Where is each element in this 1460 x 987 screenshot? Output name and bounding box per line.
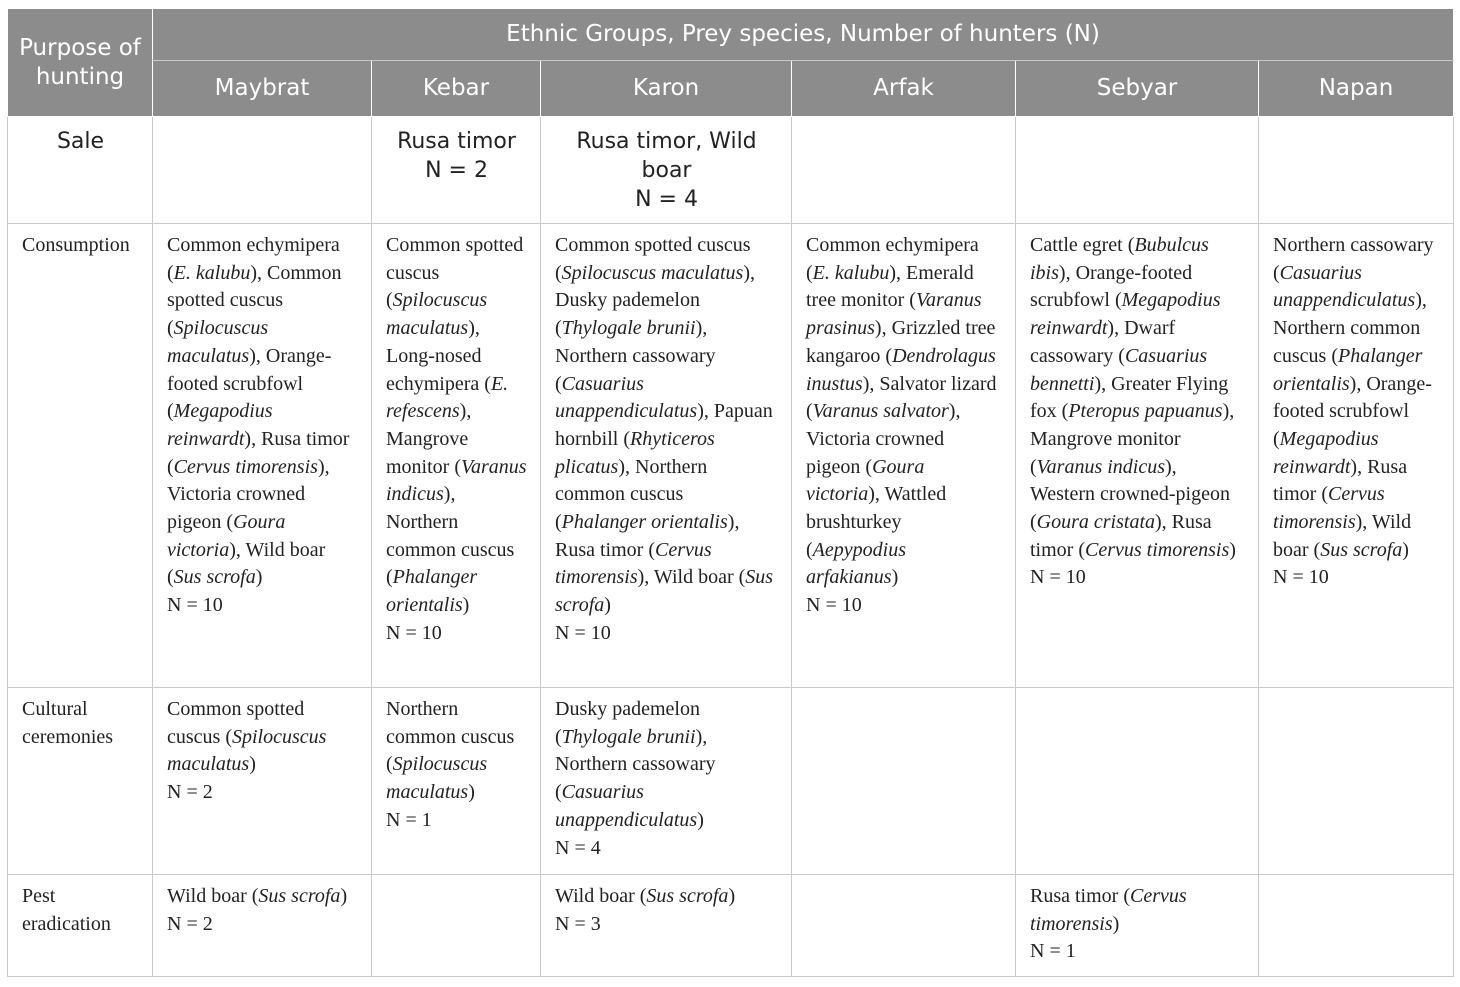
common-name-text: ), Salvator lizard ( [806, 372, 997, 423]
hunter-count: N = 1 [1030, 940, 1076, 963]
prey-species-text [555, 234, 773, 616]
scientific-name: Sus scrofa [258, 885, 341, 907]
prey-species-text [167, 234, 349, 588]
common-name-text: ), Grizzled tree kangaroo ( [806, 317, 996, 367]
hunter-count: N = 10 [167, 594, 223, 617]
hunter-count: N = 2 [425, 158, 488, 183]
common-name-text: ), Victoria crowned pigeon ( [167, 455, 330, 534]
common-name-text: ), Mangrove monitor ( [386, 400, 472, 478]
common-name-text: Cattle egret ( [1030, 234, 1135, 256]
header-col-kebar: Kebar [372, 61, 541, 117]
hunter-count: N = 10 [386, 621, 442, 644]
scientific-name: E. kalubu [812, 261, 890, 284]
scientific-name: Spilocuscus maculatus [386, 289, 488, 340]
scientific-name: E. refescens [386, 372, 509, 423]
table-cell [1259, 688, 1454, 875]
common-name-text: Common echymipera ( [167, 234, 340, 284]
header-ethnic-groups: Ethnic Groups, Prey species, Number of hunters (N) [153, 9, 1454, 61]
table-cell [1016, 117, 1259, 224]
hunting-table-container [7, 8, 1453, 977]
table-row [8, 875, 1454, 977]
common-name-text: ), Orange-footed scrubfowl ( [167, 344, 332, 423]
common-name-text: ) [255, 566, 263, 589]
scientific-name: Casuarius unappendiculatus [555, 781, 698, 831]
table-cell [541, 117, 792, 224]
row-purpose-label: Cultural ceremonies [8, 688, 153, 875]
common-name-text: Common spotted cuscus ( [555, 234, 751, 284]
scientific-name: Varanus prasinus [806, 289, 982, 340]
prey-species-text [397, 129, 516, 154]
scientific-name: Megapodius reinwardt [1273, 427, 1379, 478]
common-name-text: ), Orange-footed scrubfowl ( [1030, 261, 1193, 312]
common-name-text: ), Dusky pademelon ( [555, 261, 755, 340]
prey-species-text [167, 698, 326, 775]
header-row-columns [8, 61, 1454, 117]
table-cell [1259, 117, 1454, 224]
table-cell [372, 117, 541, 224]
table-cell [153, 875, 372, 977]
scientific-name: Cervus timorensis [555, 538, 712, 589]
common-name-text: ) [891, 566, 899, 589]
hunter-count: N = 10 [1030, 566, 1086, 589]
hunting-purpose-table [7, 8, 1454, 977]
header-col-arfak: Arfak [792, 61, 1016, 117]
header-col-napan: Napan [1259, 61, 1454, 117]
hunter-count: N = 3 [555, 912, 601, 935]
table-cell [792, 117, 1016, 224]
hunter-count: N = 10 [806, 594, 862, 617]
scientific-name: Varanus indicus [1036, 455, 1166, 478]
hunter-count: N = 10 [555, 621, 611, 644]
hunter-count: N = 1 [386, 808, 432, 831]
common-name-text: Rusa timor ( [1030, 885, 1130, 907]
common-name-text: Dusky pademelon ( [555, 698, 700, 748]
scientific-name: Spilocuscus maculatus [167, 317, 269, 367]
scientific-name: Thylogale brunii [561, 725, 696, 748]
scientific-name: Megapodius reinwardt [167, 400, 273, 450]
header-purpose: Purpose of hunting [8, 9, 153, 117]
common-name-text: Rusa timor, Wild boar [576, 129, 757, 183]
table-cell [372, 875, 541, 977]
scientific-name: Goura victoria [167, 511, 286, 561]
common-name-text: ), Northern cassowary ( [555, 317, 716, 395]
common-name-text: ) [340, 885, 348, 907]
table-cell [153, 224, 372, 688]
common-name-text: ) [468, 781, 475, 804]
scientific-name: Cervus timorensis [1273, 483, 1385, 534]
common-name-text: ), Dwarf cassowary ( [1030, 317, 1176, 367]
table-cell [1016, 875, 1259, 977]
hunter-count: N = 4 [635, 187, 698, 212]
table-cell [541, 688, 792, 875]
common-name-text: Wild boar ( [167, 885, 259, 907]
common-name-text: ), Rusa timor ( [1273, 455, 1408, 506]
common-name-text: ), Northern common cuscus ( [1273, 289, 1427, 367]
common-name-text: Wild boar ( [555, 885, 647, 907]
common-name-text: ), Rusa timor ( [555, 511, 740, 561]
prey-species-text [167, 885, 347, 907]
scientific-name: Spilocuscus maculatus [561, 261, 744, 284]
prey-species-text [555, 885, 735, 907]
prey-species-text [386, 698, 514, 803]
table-cell [153, 688, 372, 875]
table-cell [1016, 688, 1259, 875]
prey-species-text [1030, 885, 1187, 935]
common-name-text: ), Wild boar ( [167, 538, 326, 589]
scientific-name: Phalanger orientalis [1273, 344, 1423, 395]
common-name-text: ) [604, 594, 611, 617]
common-name-text: ), Northern common cuscus ( [386, 483, 515, 589]
table-cell [1259, 875, 1454, 977]
common-name-text: Common spotted cuscus ( [386, 234, 524, 312]
scientific-name: Cervus timorensis [1030, 885, 1187, 935]
common-name-text: ), Mangrove monitor ( [1030, 400, 1235, 478]
common-name-text: ), Western crowned-pigeon ( [1030, 455, 1230, 534]
scientific-name: Casuarius unappendiculatus [1273, 261, 1416, 312]
scientific-name: Varanus salvator [812, 400, 949, 423]
common-name-text: ) [249, 753, 256, 776]
table-cell [153, 117, 372, 224]
table-cell [1016, 224, 1259, 688]
scientific-name: Casuarius unappendiculatus [555, 372, 698, 423]
hunter-count: N = 4 [555, 836, 601, 859]
scientific-name: Megapodius reinwardt [1030, 289, 1221, 340]
common-name-text: Common spotted cuscus ( [167, 698, 305, 748]
scientific-name: E. kalubu [173, 261, 251, 284]
common-name-text: ), Emerald tree monitor ( [806, 261, 974, 312]
common-name-text: ), Rusa timor ( [1030, 511, 1212, 561]
common-name-text: ), Victoria crowned pigeon ( [806, 400, 961, 478]
table-row [8, 117, 1454, 224]
scientific-name: Cervus timorensis [173, 455, 318, 478]
prey-species-text [1030, 234, 1236, 561]
scientific-name: Varanus indicus [386, 455, 527, 506]
prey-species-text [386, 234, 527, 616]
common-name-text: ), Rusa timor ( [167, 427, 350, 478]
scientific-name: Goura victoria [806, 455, 925, 506]
table-cell [372, 688, 541, 875]
common-name-text: Northern cassowary ( [1273, 234, 1434, 284]
common-name-text: ) [462, 594, 470, 617]
common-name-text: ), Wild boar ( [1273, 511, 1412, 561]
common-name-text: ), Northern cassowary ( [555, 725, 716, 804]
scientific-name: Sus scrofa [173, 566, 256, 589]
table-cell [541, 224, 792, 688]
table-cell [792, 224, 1016, 688]
table-cell [1259, 224, 1454, 688]
common-name-text: ) [1229, 538, 1236, 561]
common-name-text: ), Wattled brushturkey ( [806, 483, 947, 561]
table-row [8, 224, 1454, 688]
common-name-text: ), Wild boar ( [637, 566, 746, 589]
common-name-text: ) [728, 885, 736, 907]
prey-species-text [555, 698, 716, 831]
common-name-text: Northern common cuscus ( [386, 698, 515, 776]
table-body [8, 117, 1454, 977]
header-col-sebyar: Sebyar [1016, 61, 1259, 117]
prey-species-text [1273, 234, 1434, 561]
common-name-text: ), Northern common cuscus ( [555, 455, 708, 534]
row-purpose-label: Pest eradication [8, 875, 153, 977]
table-cell [541, 875, 792, 977]
scientific-name: Sus scrofa [1320, 538, 1403, 561]
scientific-name: Sus scrofa [646, 885, 729, 907]
common-name-text: ), Greater Flying fox ( [1030, 372, 1229, 423]
header-col-maybrat: Maybrat [153, 61, 372, 117]
common-name-text: Common echymipera ( [806, 234, 979, 284]
prey-species-text [576, 129, 756, 183]
common-name-text: ), Common spotted cuscus ( [167, 261, 342, 340]
common-name-text: ), Orange-footed scrubfowl ( [1273, 372, 1432, 450]
scientific-name: Goura cristata [1036, 511, 1156, 534]
scientific-name: Spilocuscus maculatus [167, 725, 327, 776]
scientific-name: Dendrolagus inustus [806, 344, 996, 395]
row-purpose-label: Consumption [8, 224, 153, 688]
table-cell [792, 688, 1016, 875]
scientific-name: Spilocuscus maculatus [386, 753, 488, 804]
scientific-name: Sus scrofa [555, 566, 774, 617]
table-header [8, 9, 1454, 117]
hunter-count: N = 2 [167, 912, 213, 935]
table-row [8, 688, 1454, 875]
common-name-text: ), Papuan hornbill ( [555, 400, 773, 450]
hunter-count: N = 2 [167, 781, 213, 804]
common-name-text: ) [1402, 538, 1409, 561]
table-cell [792, 875, 1016, 977]
scientific-name: Phalanger orientalis [561, 511, 728, 534]
scientific-name: Bubulcus ibis [1030, 234, 1209, 284]
header-col-karon: Karon [541, 61, 792, 117]
prey-species-text [806, 234, 997, 588]
scientific-name: Cervus timorensis [1085, 538, 1230, 561]
scientific-name: Thylogale brunii [561, 317, 696, 340]
common-name-text: ), Long-nosed echymipera ( [386, 317, 491, 395]
header-row-group [8, 9, 1454, 61]
common-name-text: ) [1112, 912, 1120, 935]
common-name-text: ) [697, 808, 704, 831]
common-name-text: Rusa timor [397, 129, 516, 154]
scientific-name: Rhyticeros plicatus [555, 427, 715, 478]
scientific-name: Aepypodius arfakianus [806, 538, 906, 589]
scientific-name: Pteropus papuanus [1068, 400, 1223, 423]
hunter-count: N = 10 [1273, 566, 1329, 589]
scientific-name: Phalanger orientalis [386, 566, 478, 617]
scientific-name: Casuarius bennetti [1030, 344, 1208, 395]
row-purpose-label: Sale [8, 117, 153, 224]
table-cell [372, 224, 541, 688]
